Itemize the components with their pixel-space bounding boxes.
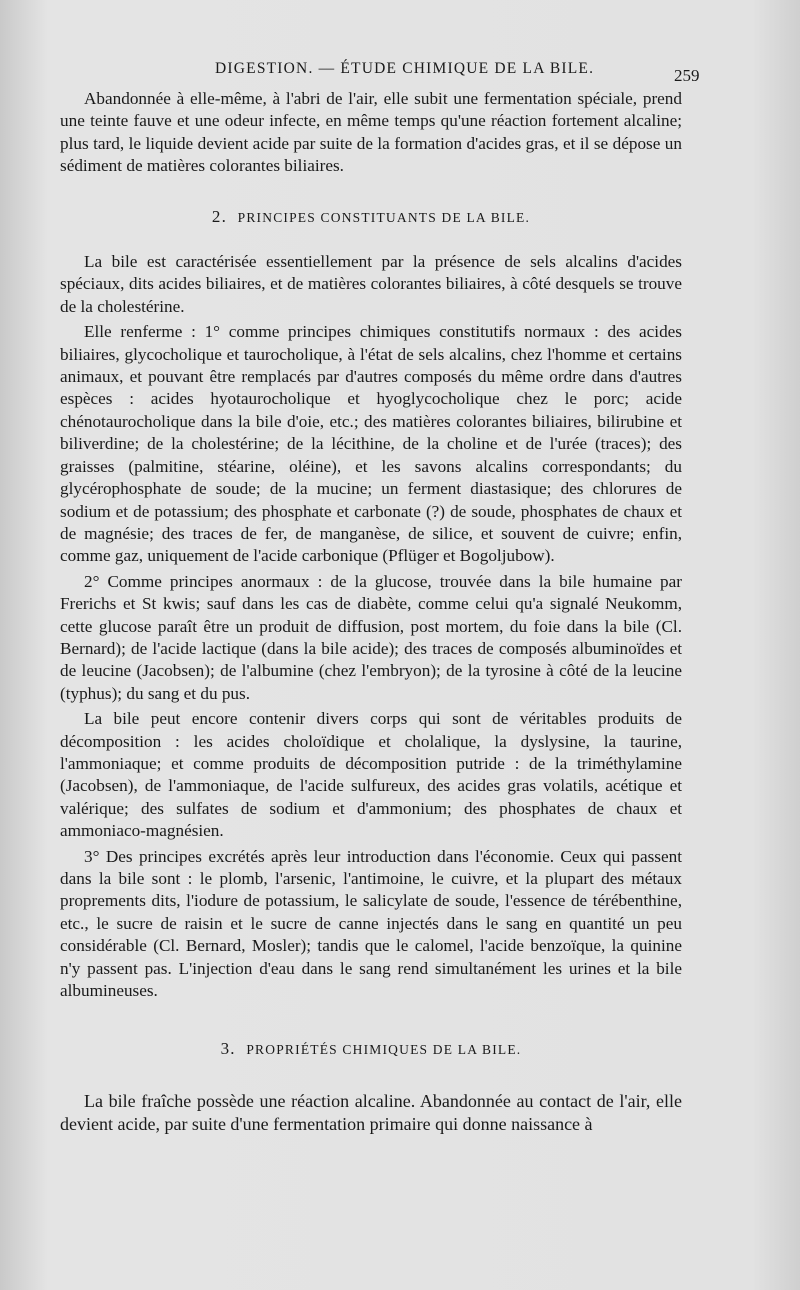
paragraph: La bile est caractérisée essentiellement par la présence de sels alcalins d'acides spéciaux, dits acides biliaires, et de matières colorantes biliaires, à côté desquels se trouve de la cholestérine. [60, 252, 682, 316]
paragraph: Elle renferme : 1° comme principes chimiques constitutifs normaux : des acides biliaires, glycocholique et taurocholique, à l'état de sels alcalins, chez l'homme et certains animaux, et pouvant être remplacés par d'autres composés du même ordre dans d'autres espèces : acides hyotaurocholique et hyoglycocholique chez le porc; acide chénotaurocholique dans la bile d'oie, etc.; des matières colorantes biliaires, bilirubine et biliverdine; de la cholestérine; de la lécithine, de la choline et de l'urée (traces); des graisses (palmitine, stéarine, oléine), et les savons alcalins correspondants; du glycérophosphate de soude; de la mucine; un ferment diastasique; des chlorures de sodium et de potassium; des phosphate et carbonate (?) de soude, phosphates de chaux et de magnésie; des traces de fer, de manganèse, de silice, et souvent de cuivre; enfin, comme gaz, uniquement de l'acide carbonique (Pflüger et Bogoljubow). [60, 322, 682, 566]
section-number: 2. [211, 206, 228, 226]
paragraph: La bile peut encore contenir divers corps qui sont de véritables produits de décomposition : les acides choloïdique et cholalique, la dyslysine, la taurine, l'ammoniaque; et comme produits de décomposition putride : de la triméthylamine (Jacobsen), de l'ammoniaque, de l'acide sulfureux, des acides gras volatils, acétique et valérique; des sulfates de sodium et d'ammonium; des phosphates de chaux et ammoniaco-magnésien. [60, 709, 682, 841]
page-number: 259 [674, 66, 700, 85]
section-heading-3 [60, 1038, 682, 1061]
section-number: 3. [220, 1039, 236, 1059]
page-header [0, 56, 800, 86]
section-title: PRINCIPES CONSTITUANTS DE LA BILE. [237, 209, 531, 225]
section-title: PROPRIÉTÉS CHIMIQUES DE LA BILE. [246, 1042, 522, 1058]
page-body [60, 88, 682, 1139]
paragraph: La bile fraîche possède une réaction alcaline. Abandonnée au contact de l'air, elle devient acide, par suite d'une fermentation primaire qui donne naissance à [60, 1090, 682, 1134]
intro-paragraph: Abandonnée à elle-même, à l'abri de l'air, elle subit une fermentation spéciale, prend une teinte fauve et une odeur infecte, en même temps qu'une réaction fortement alcaline; plus tard, le liquide devient acide par suite de la formation d'acides gras, et il se dépose un sédiment de matières colorantes biliaires. [60, 89, 682, 176]
running-title: DIGESTION. — ÉTUDE CHIMIQUE DE LA BILE. [215, 60, 595, 77]
paragraph: 2° Comme principes anormaux : de la glucose, trouvée dans la bile humaine par Frerichs et St kwis; sauf dans les cas de diabète, comme celui qu'a signalé Neukomm, cette glucose paraît être un produit de diffusion, post mortem, du foie dans la bile (Cl. Bernard); de l'acide lactique (dans la bile acide); des traces de composés albuminoïdes et de leucine (Jacobsen); de l'albumine (chez l'embryon); de la tyrosine à côté de la leucine (typhus); du sang et du pus. [60, 571, 682, 703]
section-heading-2 [60, 206, 682, 229]
paragraph: 3° Des principes excrétés après leur introduction dans l'économie. Ceux qui passent dans la bile sont : le plomb, l'arsenic, l'antimoine, le cuivre, et la plupart des métaux proprements dits, l'iodure de potassium, le salicylate de soude, l'essence de térébenthine, etc., le sucre de raisin et le sucre de canne injectés dans le sang en quantité un peu considérable (Cl. Bernard, Mosler); tandis que le calomel, l'acide benzoïque, la quinine n'y passent pas. L'injection d'eau dans le sang rend simultanément les urines et la bile albumineuses. [60, 846, 682, 1001]
